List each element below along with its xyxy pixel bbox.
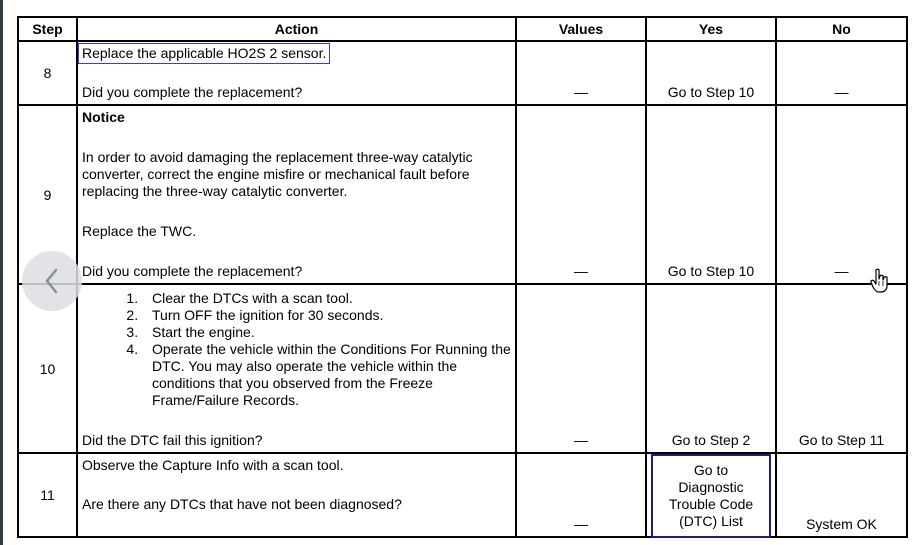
header-step: Step (18, 17, 77, 41)
yes-cell (646, 453, 776, 537)
yes-link-selected[interactable]: Go to Diagnostic Trouble Code (DTC) List (651, 454, 771, 538)
no-link[interactable]: Go to Step 11 (798, 432, 885, 448)
table-row (18, 105, 907, 284)
hand-pointer-icon (870, 268, 890, 294)
yes-link[interactable]: Go to Step 2 (671, 432, 751, 448)
no-cell (776, 284, 907, 453)
question-text: Did the DTC fail this ignition? (82, 432, 263, 448)
step-number: 11 (18, 453, 77, 537)
table-row (18, 41, 907, 105)
instruction-text: Replace the TWC. (82, 223, 197, 239)
values-cell: — (516, 41, 646, 105)
diagnostic-table (17, 16, 908, 538)
action-cell (77, 284, 516, 453)
action-cell (77, 41, 516, 105)
no-cell: — (776, 105, 907, 284)
question-text: Are there any DTCs that have not been diagnosed? (82, 496, 402, 512)
table-row (18, 284, 907, 453)
window-edge (0, 0, 3, 545)
question-text: Did you complete the replacement? (82, 263, 303, 279)
action-cell (77, 105, 516, 284)
procedure-list (82, 290, 511, 409)
yes-cell (646, 105, 776, 284)
table-header-row (18, 17, 907, 41)
highlighted-instruction[interactable]: Replace the applicable HO2S 2 sensor. (78, 43, 330, 64)
yes-cell (646, 284, 776, 453)
header-no: No (776, 17, 907, 41)
yes-link[interactable]: Go to Step 10 (667, 84, 755, 100)
values-cell: — (516, 284, 646, 453)
step-number: 8 (18, 41, 77, 105)
yes-cell (646, 41, 776, 105)
no-cell: — (776, 41, 907, 105)
instruction-text: Observe the Capture Info with a scan tool. (82, 457, 344, 473)
list-item: 3. Start the engine. (142, 324, 511, 341)
question-text: Did you complete the replacement? (82, 84, 303, 100)
no-cell: System OK (776, 453, 907, 537)
header-yes: Yes (646, 17, 776, 41)
table-row (18, 453, 907, 537)
notice-title: Notice (82, 109, 125, 125)
yes-link[interactable]: Go to Step 10 (667, 263, 755, 279)
action-cell (77, 453, 516, 537)
previous-page-button[interactable] (22, 251, 82, 311)
notice-text: In order to avoid damaging the replacement three-way catalytic converter, correct the engine misfire or mechanical fault before replacing the three-way catalytic converter. (82, 149, 473, 199)
list-item: 2. Turn OFF the ignition for 30 seconds. (142, 307, 511, 324)
list-item: 4. Operate the vehicle within the Conditions For Running the DTC. You may also operate the vehicle within the conditions that you observed from the Freeze Frame/Failure Records. (142, 341, 511, 409)
values-cell: — (516, 105, 646, 284)
step-number: 9 (18, 105, 77, 284)
step-number: 10 (18, 284, 77, 453)
list-item: 1. Clear the DTCs with a scan tool. (142, 290, 511, 307)
chevron-left-icon (41, 266, 63, 296)
header-action: Action (77, 17, 516, 41)
values-cell: — (516, 453, 646, 537)
header-values: Values (516, 17, 646, 41)
